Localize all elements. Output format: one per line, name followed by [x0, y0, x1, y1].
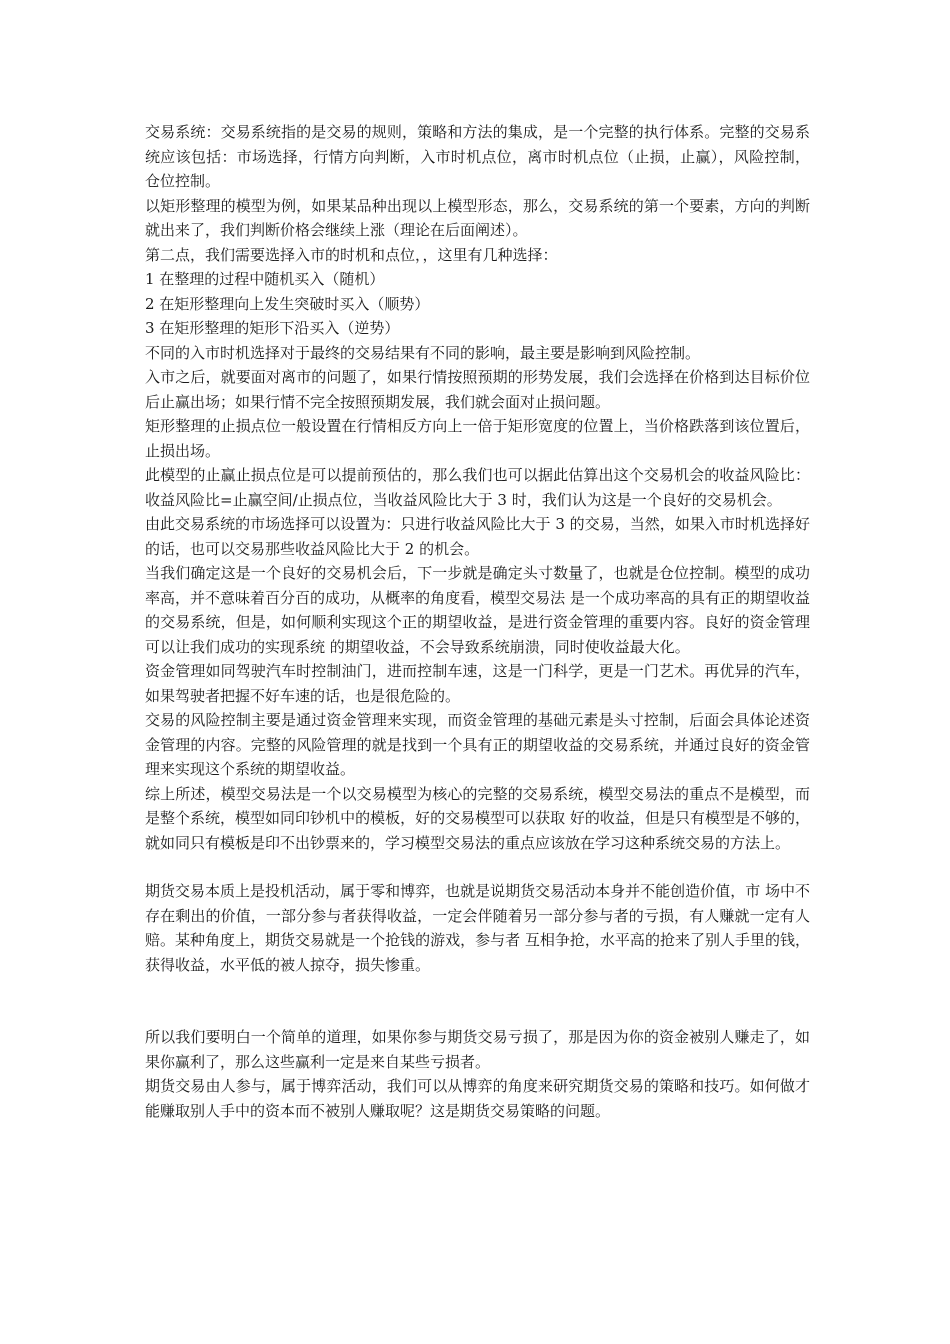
paragraph-spacer [145, 855, 810, 879]
paragraph-rectangle-model-direction: 以矩形整理的模型为例，如果某品种出现以上模型形态，那么，交易系统的第一个要素，方向的判断就出来了，我们判断价格会继续上涨（理论在后面阐述）。 [145, 196, 810, 239]
list-item-entry-breakout: 2 在矩形整理向上发生突破时买入（顺势） [145, 294, 430, 313]
paragraph-exit-problem: 入市之后，就要面对离市的问题了，如果行情按照预期的形势发展，我们会选择在价格到达目标价位后止赢出场；如果行情不完全按照预期发展，我们就会面对止损问题。 [145, 368, 810, 411]
list-item-entry-random: 1 在整理的过程中随机买入（随机） [145, 270, 385, 288]
paragraph-game-strategy: 期货交易由人参与，属于博弈活动，我们可以从博弈的角度来研究期货交易的策略和技巧。如何做才能赚取别人手中的资本而不被别人赚取呢？这是期货交易策略的问题。 [145, 1077, 810, 1120]
paragraph-trading-system-definition: 交易系统：交易系统指的是交易的规则，策略和方法的集成，是一个完整的执行体系。完整的交易系统应该包括：市场选择，行情方向判断，入市时机点位，离市时机点位（止损，止赢），风险控制，仓位控制。 [145, 123, 810, 190]
paragraph-spacer [145, 977, 810, 1025]
paragraph-entry-point-intro: 第二点，我们需要选择入市的时机和点位，，这里有几种选择： [145, 245, 558, 264]
paragraph-summary: 综上所述，模型交易法是一个以交易模型为核心的完整的交易系统，模型交易法的重点不是模型，而是整个系统，模型如同印钞机中的模板，好的交易模型可以获取 好的收益，但是只有模型是不够的，就如同只有模板是印不出钞票来的，学习模型交易法的重点应该放在学习这种系统交易的方法上。 [145, 784, 810, 852]
list-item-entry-lower-edge: 3 在矩形整理的矩形下沿买入（逆势） [145, 319, 400, 337]
paragraph-entry-timing-impact: 不同的入市时机选择对于最终的交易结果有不同的影响，最主要是影响到风险控制。 [145, 343, 701, 362]
paragraph-risk-control: 交易的风险控制主要是通过资金管理来实现，而资金管理的基础元素是头寸控制，后面会具体论述资金管理的内容。完整的风险管理的就是找到一个具有正的期望收益的交易系统，并通过良好的资金管理来实现这个系统的期望收益。 [145, 711, 810, 778]
paragraph-futures-zero-sum: 期货交易本质上是投机活动，属于零和博弈，也就是说期货交易活动本身并不能创造价值，市 场中不存在剩出的价值，一部分参与者获得收益，一定会伴随着另一部分参与者的亏损，有人赚就一定有人赔。某种角度上，期货交易就是一个抢钱的游戏，参与者 互相争抢，水平高的抢来了别人手里的钱，获得收益，水平低的被人掠夺，损失惨重。 [145, 882, 810, 974]
document-body [145, 120, 810, 1123]
paragraph-market-selection: 由此交易系统的市场选择可以设置为：只进行收益风险比大于 3 的交易，当然，如果入市时机选择好的话，也可以交易那些收益风险比大于 2 的机会。 [145, 515, 810, 558]
paragraph-simple-truth: 所以我们要明白一个简单的道理，如果你参与期货交易亏损了，那是因为你的资金被别人赚走了，如果你赢利了，那么这些赢利一定是来自某些亏损者。 [145, 1028, 810, 1071]
paragraph-stop-loss-setting: 矩形整理的止损点位一般设置在行情相反方向上一倍于矩形宽度的位置上，当价格跌落到该位置后，止损出场。 [145, 417, 810, 460]
paragraph-position-control: 当我们确定这是一个良好的交易机会后，下一步就是确定头寸数量了，也就是仓位控制。模型的成功率高，并不意味着百分百的成功，从概率的角度看，模型交易法 是一个成功率高的具有正的期望收益的交易系统，但是，如何顺利实现这个正的期望收益，是进行资金管理的重要内容。良好的资金管理可以让我们成功的实现系统 的期望收益，不会导致系统崩溃，同时使收益最大化。 [145, 564, 810, 656]
paragraph-risk-reward-ratio: 此模型的止赢止损点位是可以提前预估的，那么我们也可以据此估算出这个交易机会的收益风险比：收益风险比=止赢空间/止损点位，当收益风险比大于 3 时，我们认为这是一个良好的交易机会。 [145, 466, 810, 509]
paragraph-money-management-analogy: 资金管理如同驾驶汽车时控制油门，进而控制车速，这是一门科学，更是一门艺术。再优异的汽车，如果驾驶者把握不好车速的话，也是很危险的。 [145, 662, 810, 705]
